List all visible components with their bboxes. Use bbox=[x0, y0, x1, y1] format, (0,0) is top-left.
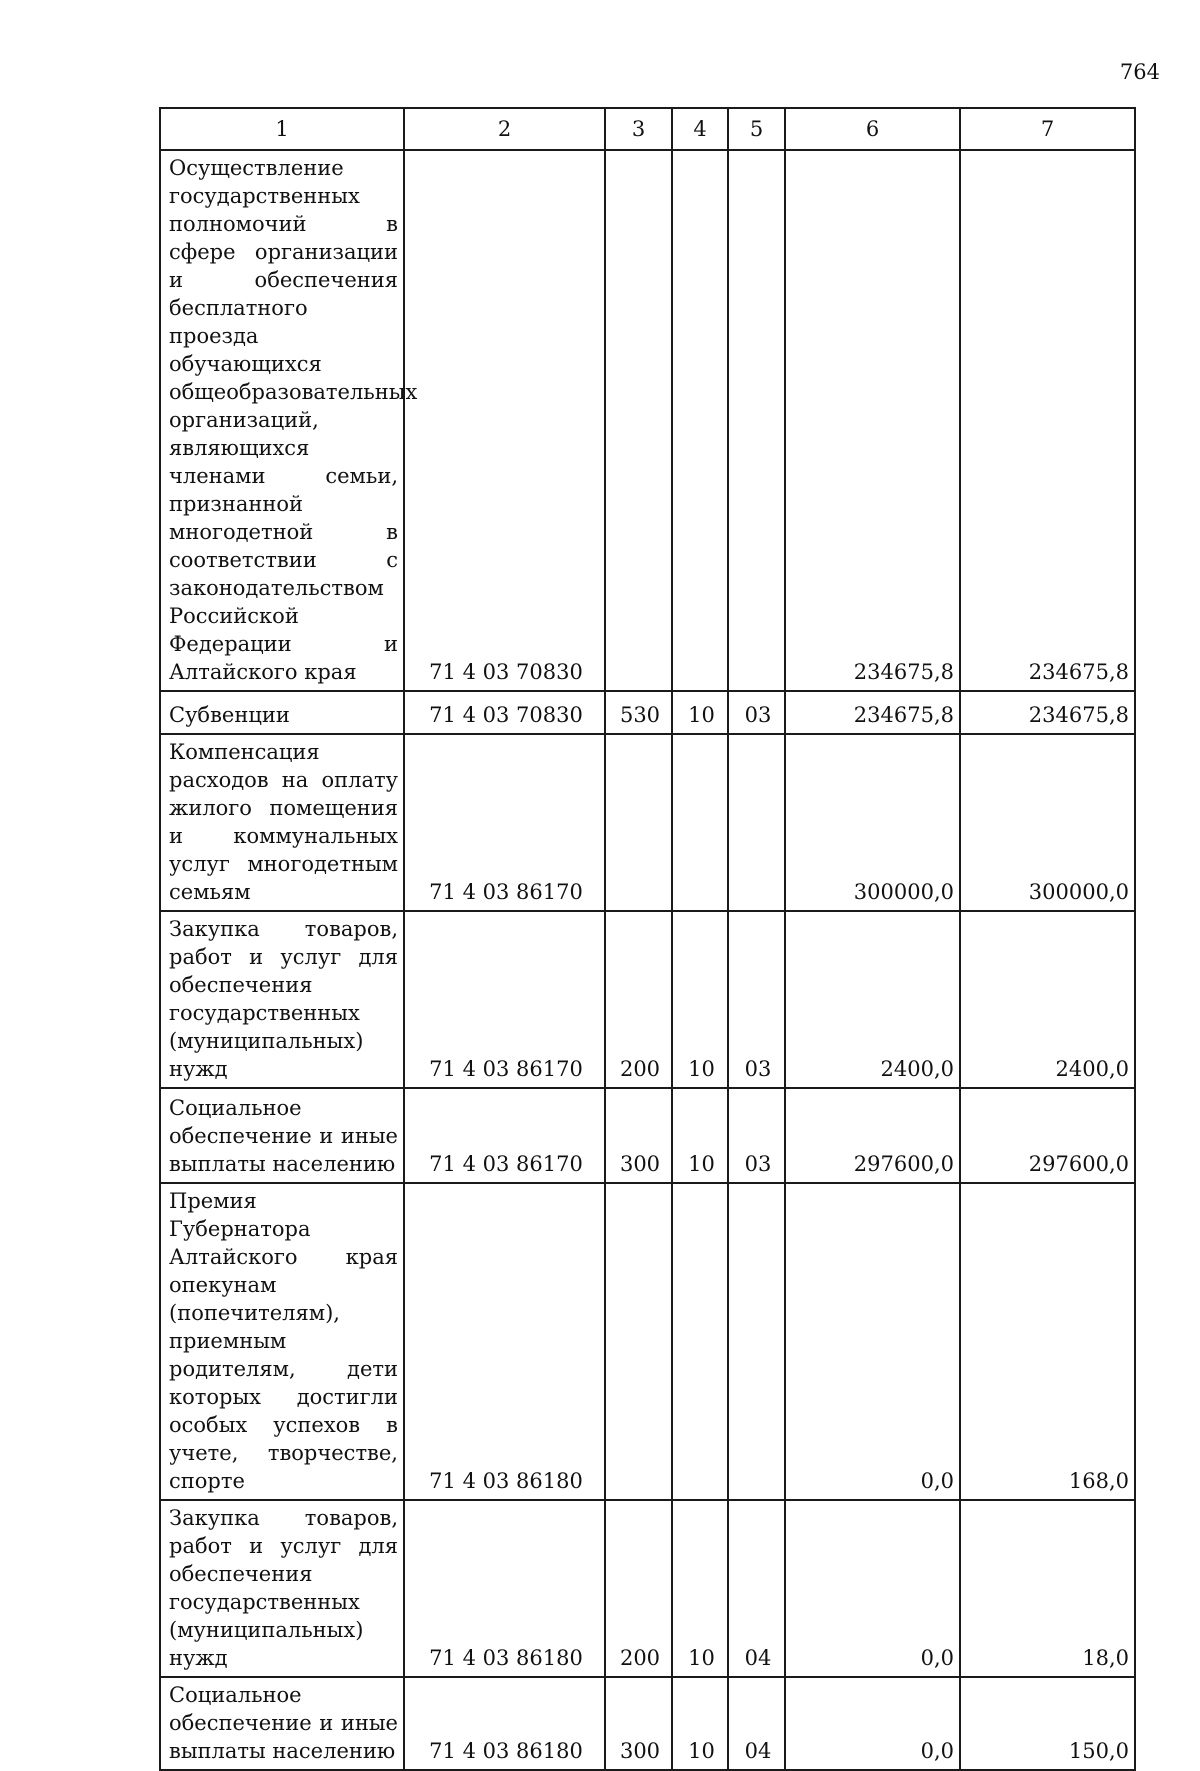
subsection-code: 04 bbox=[728, 1500, 785, 1677]
table-row bbox=[160, 691, 1135, 734]
target-code: 71 4 03 86170 bbox=[404, 911, 605, 1088]
amount-col7: 234675,8 bbox=[960, 150, 1135, 691]
target-code: 71 4 03 86180 bbox=[404, 1500, 605, 1677]
amount-col6: 234675,8 bbox=[785, 150, 960, 691]
row-name: Закупка товаров, работ и услуг для обеспечения государственных (муниципальных) нужд bbox=[160, 1500, 404, 1677]
amount-col6: 2400,0 bbox=[785, 911, 960, 1088]
amount-col7: 18,0 bbox=[960, 1500, 1135, 1677]
target-code: 71 4 03 86180 bbox=[404, 1183, 605, 1500]
table-row bbox=[160, 150, 1135, 691]
budget-table bbox=[159, 107, 1136, 1771]
subsection-code: 04 bbox=[728, 1677, 785, 1770]
section-code bbox=[672, 150, 728, 691]
column-header: 3 bbox=[605, 108, 672, 150]
row-name: Социальное обеспечение и иные выплаты населению bbox=[160, 1677, 404, 1770]
amount-col6: 0,0 bbox=[785, 1500, 960, 1677]
amount-col6: 234675,8 bbox=[785, 691, 960, 734]
row-name: Субвенции bbox=[160, 691, 404, 734]
subsection-code bbox=[728, 734, 785, 911]
column-header: 7 bbox=[960, 108, 1135, 150]
target-code: 71 4 03 86180 bbox=[404, 1677, 605, 1770]
target-code: 71 4 03 70830 bbox=[404, 691, 605, 734]
target-code: 71 4 03 70830 bbox=[404, 150, 605, 691]
subsection-code bbox=[728, 1183, 785, 1500]
target-code: 71 4 03 86170 bbox=[404, 734, 605, 911]
amount-col7: 297600,0 bbox=[960, 1088, 1135, 1183]
amount-col6: 0,0 bbox=[785, 1183, 960, 1500]
target-code: 71 4 03 86170 bbox=[404, 1088, 605, 1183]
expense-type: 200 bbox=[605, 911, 672, 1088]
amount-col6: 297600,0 bbox=[785, 1088, 960, 1183]
amount-col7: 168,0 bbox=[960, 1183, 1135, 1500]
expense-type: 300 bbox=[605, 1088, 672, 1183]
table-row bbox=[160, 734, 1135, 911]
table-row bbox=[160, 1088, 1135, 1183]
amount-col7: 150,0 bbox=[960, 1677, 1135, 1770]
table-row bbox=[160, 1677, 1135, 1770]
row-name: Социальное обеспечение и иные выплаты населению bbox=[160, 1088, 404, 1183]
row-name: Закупка товаров, работ и услуг для обеспечения государственных (муниципальных) нужд bbox=[160, 911, 404, 1088]
table-row bbox=[160, 1183, 1135, 1500]
row-name: Осуществление государственных полномочий в сфере организации и обеспечения бесплатного проезда обучающихся общеобразовательных организаций, являющихся членами семьи, признанной многодетной в соответствии с законодательством Российской Федерации и Алтайского края bbox=[160, 150, 404, 691]
section-code: 10 bbox=[672, 1500, 728, 1677]
column-header: 1 bbox=[160, 108, 404, 150]
subsection-code: 03 bbox=[728, 911, 785, 1088]
amount-col7: 300000,0 bbox=[960, 734, 1135, 911]
column-header: 5 bbox=[728, 108, 785, 150]
subsection-code bbox=[728, 150, 785, 691]
table-row bbox=[160, 911, 1135, 1088]
expense-type bbox=[605, 734, 672, 911]
page-number: 764 bbox=[1119, 60, 1160, 84]
subsection-code: 03 bbox=[728, 691, 785, 734]
column-header: 2 bbox=[404, 108, 605, 150]
section-code: 10 bbox=[672, 1088, 728, 1183]
section-code bbox=[672, 734, 728, 911]
row-name: Компенсация расходов на оплату жилого помещения и коммунальных услуг многодетным семьям bbox=[160, 734, 404, 911]
amount-col7: 234675,8 bbox=[960, 691, 1135, 734]
column-header: 4 bbox=[672, 108, 728, 150]
table-header-row bbox=[160, 108, 1135, 150]
expense-type bbox=[605, 150, 672, 691]
column-header: 6 bbox=[785, 108, 960, 150]
expense-type: 530 bbox=[605, 691, 672, 734]
row-name: Премия Губернатора Алтайского края опекунам (попечителям), приемным родителям, дети которых достигли особых успехов в учете, творчестве, спорте bbox=[160, 1183, 404, 1500]
section-code: 10 bbox=[672, 691, 728, 734]
section-code bbox=[672, 1183, 728, 1500]
table-row bbox=[160, 1500, 1135, 1677]
expense-type: 300 bbox=[605, 1677, 672, 1770]
section-code: 10 bbox=[672, 1677, 728, 1770]
expense-type: 200 bbox=[605, 1500, 672, 1677]
amount-col6: 300000,0 bbox=[785, 734, 960, 911]
amount-col6: 0,0 bbox=[785, 1677, 960, 1770]
section-code: 10 bbox=[672, 911, 728, 1088]
amount-col7: 2400,0 bbox=[960, 911, 1135, 1088]
subsection-code: 03 bbox=[728, 1088, 785, 1183]
expense-type bbox=[605, 1183, 672, 1500]
